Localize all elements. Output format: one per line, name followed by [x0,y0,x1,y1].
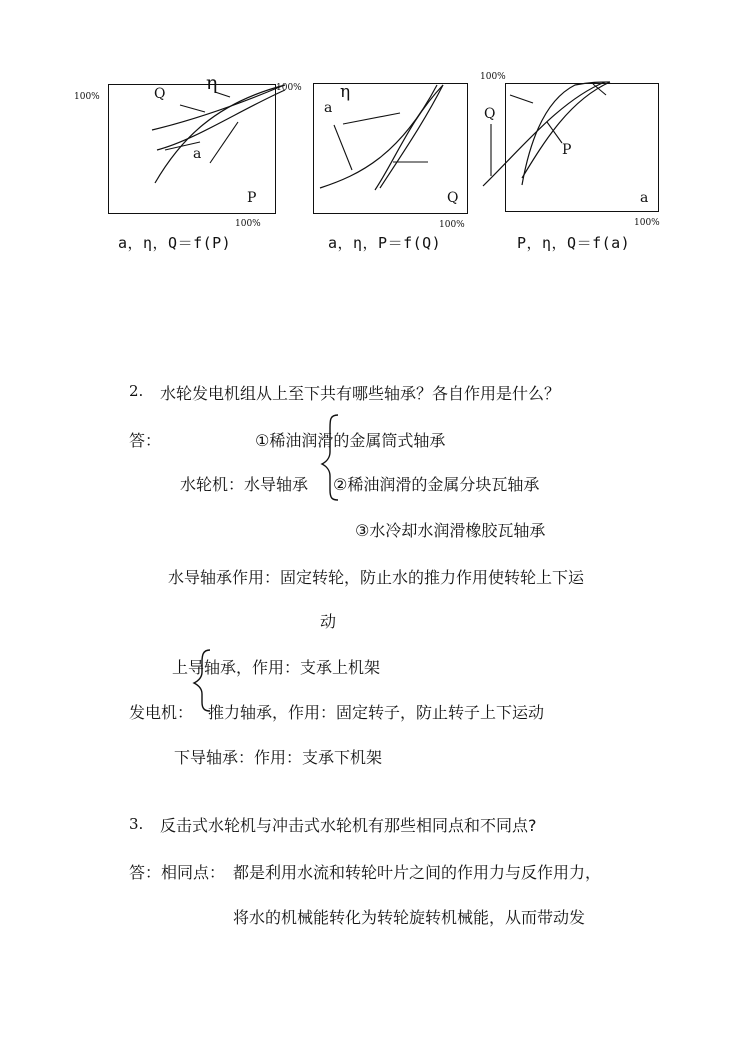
chart-2-formula: a，η，P＝f(Q) [328,234,442,252]
chart-3-label-q: Q [484,106,496,122]
q2-turbine-label: 水轮机：水导轴承 [180,475,309,494]
chart-1-label-a: a [193,146,202,162]
chart-1-top-right-label: 100% [276,83,302,93]
q2-turbine-item-2: ②稀油润滑的金属分块瓦轴承 [333,475,540,494]
chart-2-x-max-label: 100% [439,220,465,230]
q2-turbine-item-1: ①稀油润滑的金属筒式轴承 [255,431,446,450]
chart-1-formula: a，η，Q＝f(P) [118,234,232,252]
chart-3-label-p: P [562,142,572,158]
q3-answer-line1: 都是利用水流和转轮叶片之间的作用力与反作用力， [233,863,602,882]
q2-answer-label: 答： [129,431,162,450]
chart-3-label-a: a [640,190,649,206]
q2-question: 水轮发电机组从上至下共有哪些轴承？各自作用是什么？ [160,384,561,403]
chart-1-label-eta: η [206,72,218,94]
q2-generator-item-3: 下导轴承：作用：支承下机架 [174,748,383,767]
chart-2-label-a: a [324,100,333,116]
q3-question: 反击式水轮机与冲击式水轮机有那些相同点和不同点? [160,816,537,835]
chart-1-label-q: Q [154,86,166,102]
chart-1-x-max-label: 100% [235,219,261,229]
q2-generator-label: 发电机： [129,703,194,722]
q3-answer-label: 答：相同点： [129,863,226,882]
chart-3-x-max-label: 100% [634,218,660,228]
q2-turbine-item-3: ③水冷却水润滑橡胶瓦轴承 [355,521,546,540]
q2-generator-item-2: 推力轴承，作用：固定转子，防止转子上下运动 [208,703,545,722]
chart-1-y-max-label: 100% [74,92,100,102]
chart-1-label-p: P [247,190,257,206]
q2-number: 2. [129,382,144,400]
q2-generator-item-1: 上导轴承，作用：支承上机架 [172,658,381,677]
chart-3-formula: P，η，Q＝f(a) [517,234,631,252]
chart-2-label-q: Q [447,190,459,206]
chart-2-label-eta: η [340,82,351,102]
q2-guide-function-line1: 水导轴承作用：固定转轮，防止水的推力作用使转轮上下运 [168,568,585,587]
q3-number: 3. [129,815,144,833]
q2-guide-function-line2: 动 [320,612,337,631]
chart-3-top-left-label: 100% [480,72,506,82]
q3-answer-line2: 将水的机械能转化为转轮旋转机械能，从而带动发 [233,908,586,927]
